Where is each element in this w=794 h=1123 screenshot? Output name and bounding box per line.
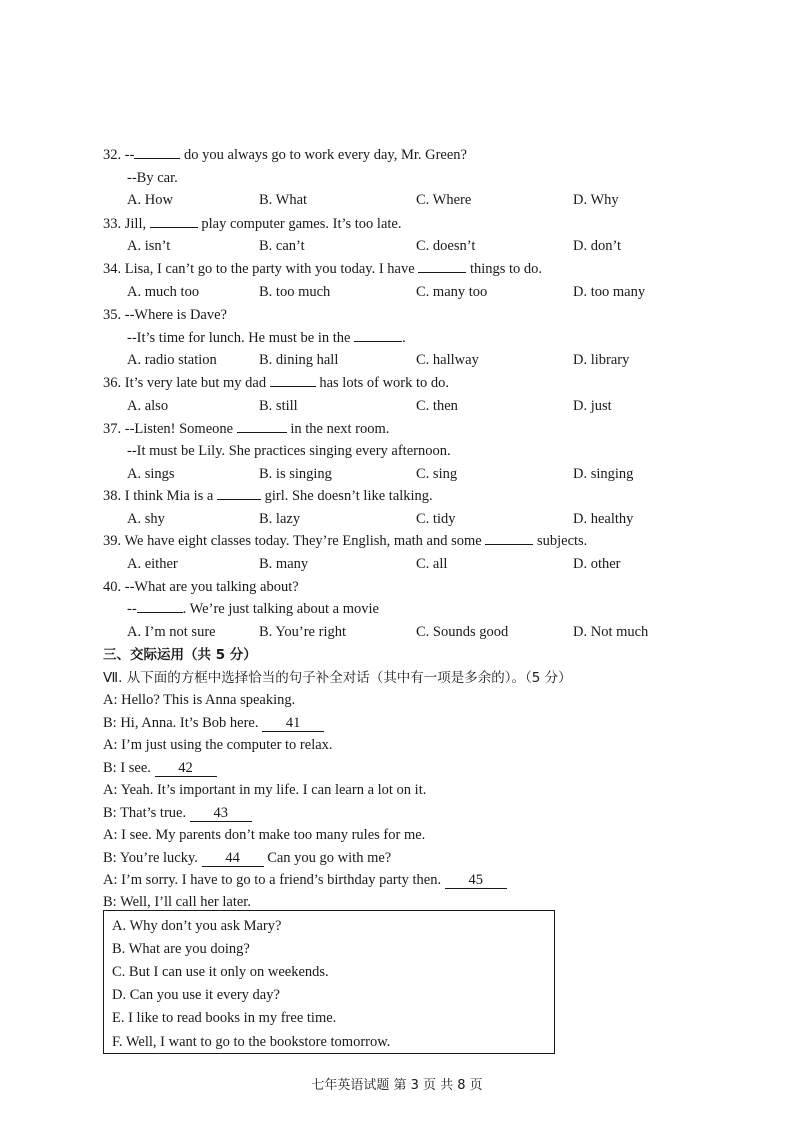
choice-d: D. Can you use it every day? (112, 987, 280, 1003)
dialogue-line: A: Hello? This is Anna speaking. (103, 692, 296, 708)
dialogue-line: B: Well, I’ll call her later. (103, 894, 251, 910)
question-39: 39. We have eight classes today. They’re English, math and some subjects. (103, 533, 588, 549)
option-b: B. can’t (259, 238, 305, 254)
question-40-reply: -- . We’re just talking about a movie (127, 601, 379, 617)
option-d: D. don’t (573, 238, 622, 254)
option-d: D. singing (573, 466, 634, 482)
answer-blank (137, 600, 183, 613)
answer-blank (134, 146, 180, 159)
question-34: 34. Lisa, I can’t go to the party with you today. I have things to do. (103, 261, 543, 277)
choice-box (103, 910, 555, 1054)
choice-c: C. But I can use it only on weekends. (112, 964, 329, 980)
option-c: C. many too (416, 284, 488, 300)
question-33: 33. Jill, play computer games. It’s too late. (103, 216, 402, 232)
option-b: B. lazy (259, 511, 301, 527)
question-32-reply: --By car. (127, 170, 178, 186)
question-40: 40. --What are you talking about? (103, 579, 299, 595)
answer-blank (237, 420, 287, 433)
answer-blank (217, 487, 261, 500)
option-b: B. many (259, 556, 309, 572)
option-c: C. sing (416, 466, 458, 482)
option-d: D. library (573, 352, 630, 368)
option-d: D. healthy (573, 511, 634, 527)
answer-blank (354, 329, 402, 342)
question-35-reply: --It’s time for lunch. He must be in the . (127, 330, 406, 346)
dialogue-line: A: I see. My parents don’t make too many rules for me. (103, 827, 426, 843)
choice-f: F. Well, I want to go to the bookstore tomorrow. (112, 1034, 391, 1050)
option-d: D. other (573, 556, 621, 572)
option-a: A. also (127, 398, 169, 414)
option-a: A. I’m not sure (127, 624, 216, 640)
question-37: 37. --Listen! Someone in the next room. (103, 421, 390, 437)
option-a: A. isn’t (127, 238, 171, 254)
question-38: 38. I think Mia is a girl. She doesn’t like talking. (103, 488, 433, 504)
answer-blank (418, 260, 466, 273)
option-a: A. radio station (127, 352, 217, 368)
question-36: 36. It’s very late but my dad has lots of work to do. (103, 375, 450, 391)
choice-a: A. Why don’t you ask Mary? (112, 918, 282, 934)
question-35: 35. --Where is Dave? (103, 307, 227, 323)
option-c: C. Sounds good (416, 624, 509, 640)
option-c: C. doesn’t (416, 238, 476, 254)
answer-blank (270, 374, 316, 387)
option-a: A. shy (127, 511, 165, 527)
dialogue-blank-45: 45 (445, 872, 507, 889)
option-a: A. either (127, 556, 178, 572)
option-a: A. much too (127, 284, 200, 300)
option-b: B. You’re right (259, 624, 347, 640)
option-c: C. hallway (416, 352, 479, 368)
section-heading: 三、交际运用（共 5 分） (103, 647, 257, 663)
answer-blank (150, 215, 198, 228)
option-c: C. Where (416, 192, 472, 208)
dialogue-blank-43: 43 (190, 805, 252, 822)
dialogue-blank-42: 42 (155, 760, 217, 777)
dialogue-line: A: Yeah. It’s important in my life. I can learn a lot on it. (103, 782, 427, 798)
option-b: B. What (259, 192, 308, 208)
option-c: C. then (416, 398, 458, 414)
option-a: A. sings (127, 466, 175, 482)
option-d: D. too many (573, 284, 646, 300)
dialogue-line: A: I’m sorry. I have to go to a friend’s birthday party then. 45 (103, 871, 507, 889)
option-b: B. dining hall (259, 352, 339, 368)
option-b: B. still (259, 398, 298, 414)
dialogue-line: B: You’re lucky. 44 Can you go with me? (103, 850, 392, 866)
dialogue-line: B: That’s true. 43 (103, 804, 252, 822)
option-b: B. is singing (259, 466, 332, 482)
choice-e: E. I like to read books in my free time. (112, 1010, 337, 1026)
dialogue-blank-44: 44 (202, 850, 264, 867)
option-d: D. Not much (573, 624, 649, 640)
dialogue-blank-41: 41 (262, 715, 324, 732)
choice-b: B. What are you doing? (112, 941, 250, 957)
option-c: C. tidy (416, 511, 456, 527)
dialogue-line: B: Hi, Anna. It’s Bob here. 41 (103, 714, 324, 732)
option-a: A. How (127, 192, 173, 208)
option-d: D. Why (573, 192, 619, 208)
question-37-reply: --It must be Lily. She practices singing every afternoon. (127, 443, 451, 459)
option-d: D. just (573, 398, 612, 414)
dialogue-line: A: I’m just using the computer to relax. (103, 737, 333, 753)
dialogue-line: B: I see. 42 (103, 759, 217, 777)
answer-blank (485, 532, 533, 545)
question-32: 32. -- do you always go to work every day, Mr. Green? (103, 147, 467, 163)
option-b: B. too much (259, 284, 331, 300)
section-instruction: Ⅶ. 从下面的方框中选择恰当的句子补全对话（其中有一项是多余的）。（5 分） (103, 670, 572, 686)
option-c: C. all (416, 556, 448, 572)
page-footer: 七年英语试题 第 3 页 共 8 页 (311, 1078, 483, 1093)
